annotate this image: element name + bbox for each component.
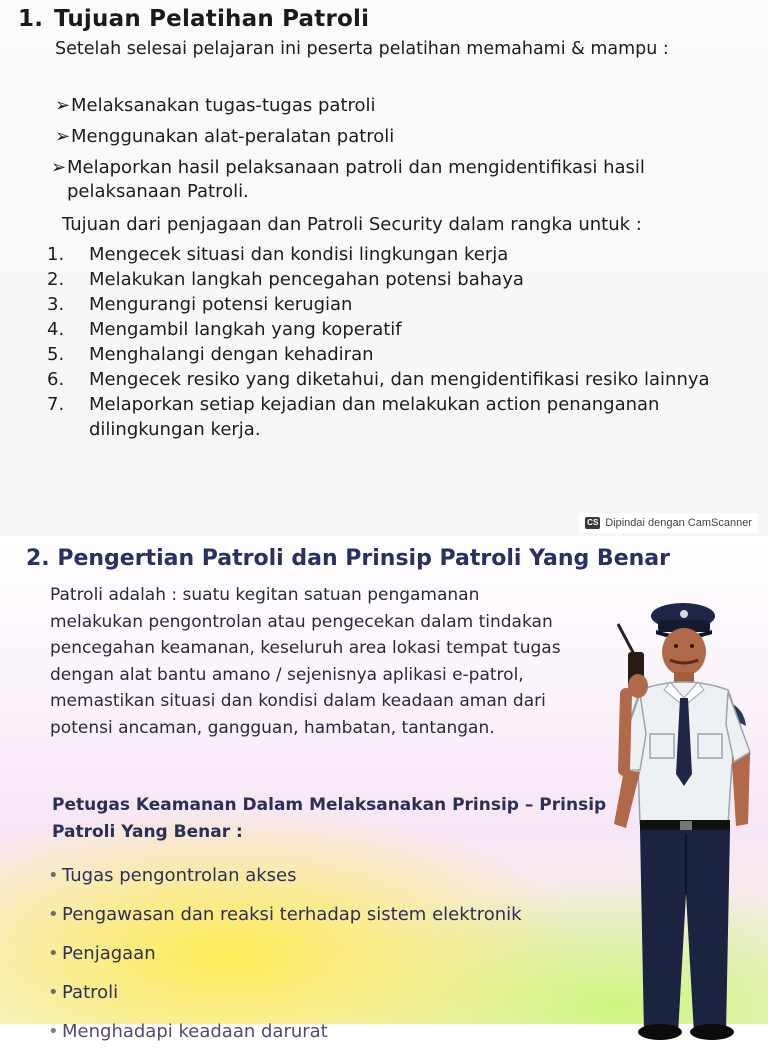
arrow-bullet-icon: ➢ <box>51 157 67 178</box>
list-item <box>47 392 747 442</box>
section-1-intro: Setelah selesai pelajaran ini peserta pelatihan memahami & mampu : <box>55 39 669 59</box>
item-number: 4. <box>47 319 65 340</box>
list-item <box>47 342 747 367</box>
list-item <box>48 1012 522 1051</box>
camscanner-watermark <box>579 513 758 533</box>
principles-heading: Petugas Keamanan Dalam Melaksanakan Prinsip – Prinsip Patroli Yang Benar : <box>52 795 607 842</box>
training-goals-list <box>51 94 745 211</box>
item-number: 7. <box>47 394 65 415</box>
presentation-slide <box>0 536 768 1042</box>
item-number: 3. <box>47 294 65 315</box>
list-item <box>48 856 522 895</box>
section-1-heading <box>18 6 369 32</box>
list-item <box>55 94 745 118</box>
camscanner-label: Dipindai dengan CamScanner <box>605 517 752 529</box>
item-number: 6. <box>47 369 65 390</box>
bullet-icon: • <box>48 1021 59 1042</box>
item-number: 1. <box>47 244 65 265</box>
purpose-text: Mengecek resiko yang diketahui, dan mengidentifikasi resiko lainnya <box>89 369 710 390</box>
goal-text: Melaksanakan tugas-tugas patroli <box>71 95 376 116</box>
security-guard-with-radio-icon <box>600 594 768 1034</box>
list-item <box>47 367 747 392</box>
list-item <box>55 125 745 149</box>
patrol-definition: Patroli adalah : suatu kegitan satuan pengamanan melakukan pengontrolan atau pengecekan dalam tindakan pencegahan keamanan, keseluruh area lokasi tempat tugas dengan alat bantu amano / sejenisnya aplikasi e-patrol, memastikan situasi dan kondisi dalam keadaan aman dari potensi ancaman, gangguan, hambatan, tantangan. <box>50 585 561 738</box>
item-number: 2. <box>47 269 65 290</box>
list-item <box>47 292 747 317</box>
principles-list <box>48 856 522 1051</box>
bullet-icon: • <box>48 943 59 964</box>
purpose-text: Mengurangi potensi kerugian <box>89 294 353 315</box>
bullet-icon: • <box>48 982 59 1003</box>
list-item <box>47 267 747 292</box>
purpose-list <box>47 242 747 442</box>
arrow-bullet-icon: ➢ <box>55 95 71 116</box>
bullet-icon: • <box>48 904 59 925</box>
section-2-title: 2. Pengertian Patroli dan Prinsip Patroli Yang Benar <box>26 546 670 571</box>
list-item <box>47 317 747 342</box>
principle-text: Penjagaan <box>62 943 156 964</box>
purpose-text: Mengambil langkah yang koperatif <box>89 319 402 340</box>
purpose-text: Menghalangi dengan kehadiran <box>89 344 374 365</box>
purpose-intro: Tujuan dari penjagaan dan Patroli Security dalam rangka untuk : <box>62 214 642 235</box>
item-number: 5. <box>47 344 65 365</box>
principle-text: Tugas pengontrolan akses <box>62 865 297 886</box>
principle-text: Menghadapi keadaan darurat <box>62 1021 328 1042</box>
list-item <box>48 895 522 934</box>
purpose-text: Mengecek situasi dan kondisi lingkungan kerja <box>89 244 509 265</box>
arrow-bullet-icon: ➢ <box>55 126 71 147</box>
bullet-icon: • <box>48 865 59 886</box>
principle-text: Patroli <box>62 982 119 1003</box>
section-1-title: Tujuan Pelatihan Patroli <box>54 6 370 32</box>
section-1-number: 1. <box>18 6 44 32</box>
goal-text: Melaporkan hasil pelaksanaan patroli dan mengidentifikasi hasil pelaksanaan Patroli. <box>67 157 645 202</box>
list-item <box>48 934 522 973</box>
list-item <box>48 973 522 1012</box>
camscanner-logo-icon: CS <box>587 518 599 527</box>
list-item <box>47 242 747 267</box>
goal-text: Menggunakan alat-peralatan patroli <box>71 126 395 147</box>
purpose-text: Melaporkan setiap kejadian dan melakukan action penanganan dilingkungan kerja. <box>89 394 660 440</box>
list-item <box>51 156 745 204</box>
purpose-text: Melakukan langkah pencegahan potensi bahaya <box>89 269 524 290</box>
principle-text: Pengawasan dan reaksi terhadap sistem elektronik <box>62 904 522 925</box>
